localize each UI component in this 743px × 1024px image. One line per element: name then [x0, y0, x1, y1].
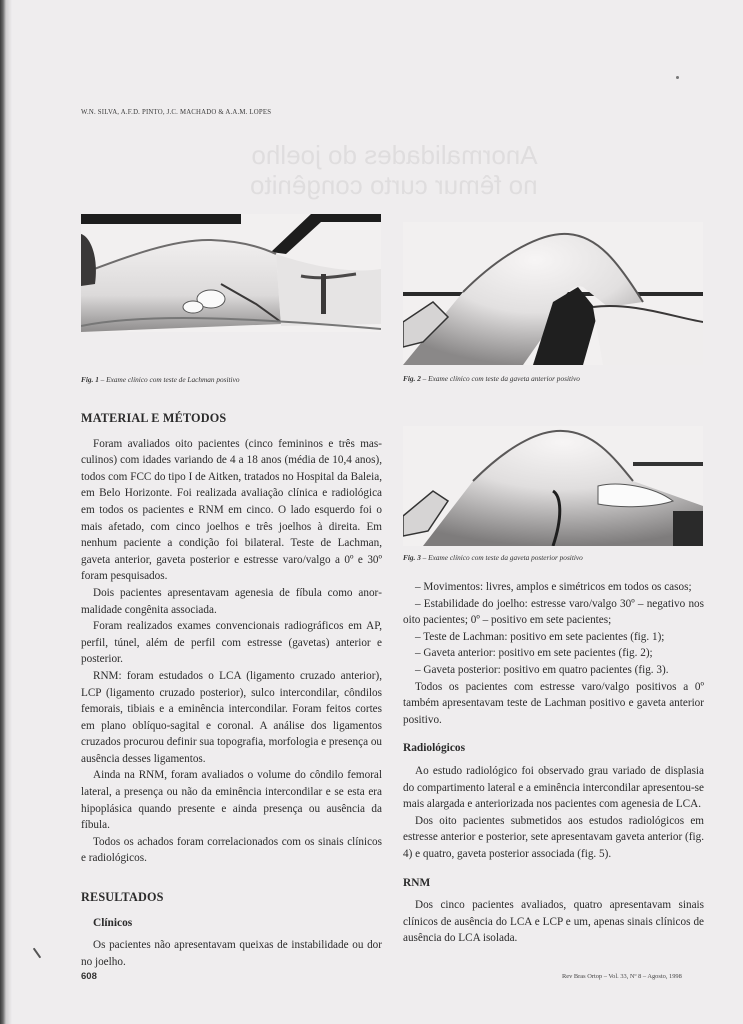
figure-2-photo: [403, 222, 703, 365]
paragraph: Foram avaliados oito pacientes (cinco femininos e três masculinos) com idades variando de 4 a 18 anos (média de 10,4 anos), todos com FCC do tipo I de Aitken, tratados no Hospital da Baleia, em Belo Horizonte. Foi realizada avaliação clínica e radiológica em todos os pacientes e RNM em cinco. O lado esquerdo foi o mais afetado, com cinco joelhos e três joelhos à direita. Em nenhum paciente a condição foi bilateral. Teste de Lachman, gaveta anterior, gaveta posterior e estresse varo/valgo a 0º e 30º foram pesquisados.: [81, 437, 382, 583]
left-column: [81, 410, 382, 970]
paragraph: Todos os pacientes com estresse varo/valgo positivos a 0º também apresentavam teste de Lachman positivo e gaveta anterior positivo.: [403, 680, 704, 726]
scan-edge: [0, 0, 12, 1024]
subsection-heading-radiologicos: Radiológicos: [403, 742, 466, 755]
figure-3-label: Fig. 3: [403, 553, 421, 562]
paragraph: Os pacientes não apresentavam queixas de instabilidade ou dor no joelho.: [81, 939, 382, 968]
list-item: – Gaveta posterior: positivo em quatro pacientes (fig. 3).: [415, 663, 669, 676]
scan-speck: [676, 76, 679, 79]
figure-1-photo: [81, 214, 381, 332]
bleed-through-line: no fêmur curto congênito: [250, 170, 538, 200]
paragraph: Dois pacientes apresentavam agenesia de fíbula como anormalidade congênita associada.: [81, 586, 382, 616]
figure-3-illustration: [403, 426, 703, 546]
paragraph: Todos os achados foram correlacionados com os sinais clínicos e radiológicos.: [81, 835, 382, 865]
figure-3-caption: [403, 553, 583, 562]
section-heading-resultados: RESULTADOS: [81, 890, 164, 905]
figure-1-caption-text: – Exame clínico com teste de Lachman positivo: [98, 375, 240, 384]
figure-1-caption: [81, 375, 239, 384]
right-column: [403, 579, 704, 947]
page-number: 608: [81, 971, 97, 982]
running-head-authors: W.N. SILVA, A.F.D. PINTO, J.C. MACHADO & A.A.M. LOPES: [81, 109, 272, 116]
paragraph: RNM: foram estudados o LCA (ligamento cruzado anterior), LCP (ligamento cruzado posterior), sulco intercondilar, côndilos femorais, tibiais e a eminência intercondilar. Foram feitos cortes em plano oblíquo-sagital e coronal. A análise dos ligamentos cruzados procurou definir sua topografia, morfologia e presença ou ausência desses ligamentos.: [81, 669, 383, 765]
subsection-heading-clinicos: Clínicos: [93, 916, 133, 929]
list-item: – Estabilidade do joelho: estresse varo/valgo 30º – negativo nos oito pacientes; 0º – positivo em sete pacientes;: [403, 597, 704, 627]
bleed-through-line: Anormalidades do joelho: [251, 140, 538, 170]
paragraph: Ainda na RNM, foram avaliados o volume do côndilo femoral lateral, a presença ou não da eminência intercondilar e se esta era hipoplásica quando presente e ainda presença ou ausência da fíbula.: [81, 769, 382, 832]
subsection-heading-rnm: RNM: [403, 876, 431, 889]
figure-2-illustration: [403, 222, 703, 365]
list-item: – Movimentos: livres, amplos e simétricos em todos os casos;: [415, 581, 692, 593]
section-heading-material: MATERIAL E MÉTODOS: [81, 411, 227, 425]
figure-3-photo: [403, 426, 703, 546]
paragraph: Ao estudo radiológico foi observado grau variado de displasia do compartimento lateral e a eminência intercondilar apresentou-se mais alargada e anteriorizada nos pacientes com agenesia de LCA.: [403, 764, 704, 811]
figure-1-label: Fig. 1: [81, 375, 99, 384]
figure-2-label: Fig. 2: [403, 374, 421, 383]
figure-3-caption-text: – Exame clínico com teste da gaveta posterior positivo: [420, 553, 583, 562]
pen-mark: [33, 948, 42, 959]
figure-2-caption-text: – Exame clínico com teste da gaveta anterior positivo: [420, 374, 580, 383]
paragraph: Foram realizados exames convencionais radiográficos em AP, perfil, túnel, além de perfil com estresse (gavetas) anterior e posterior.: [81, 620, 382, 666]
paragraph: Dos cinco pacientes avaliados, quatro apresentavam sinais clínicos de ausência do LCA e LCP e um, apenas sinais clínicos de ausência do LCA isolada.: [403, 899, 704, 945]
list-item: – Teste de Lachman: positivo em sete pacientes (fig. 1);: [415, 630, 665, 643]
list-item: – Gaveta anterior: positivo em sete pacientes (fig. 2);: [415, 647, 653, 660]
figure-2-caption: [403, 374, 580, 383]
bleed-through-text: [250, 140, 538, 200]
figure-1-illustration: [81, 214, 381, 332]
paragraph: Dos oito pacientes submetidos aos estudos radiológicos em estresse anterior e posterior, sete apresentavam gaveta anterior (fig. 4) e quatro, gaveta posterior associada (fig. 5).: [403, 814, 704, 860]
journal-citation: Rev Bras Ortop – Vol. 33, Nº 8 – Agosto, 1998: [562, 973, 682, 980]
